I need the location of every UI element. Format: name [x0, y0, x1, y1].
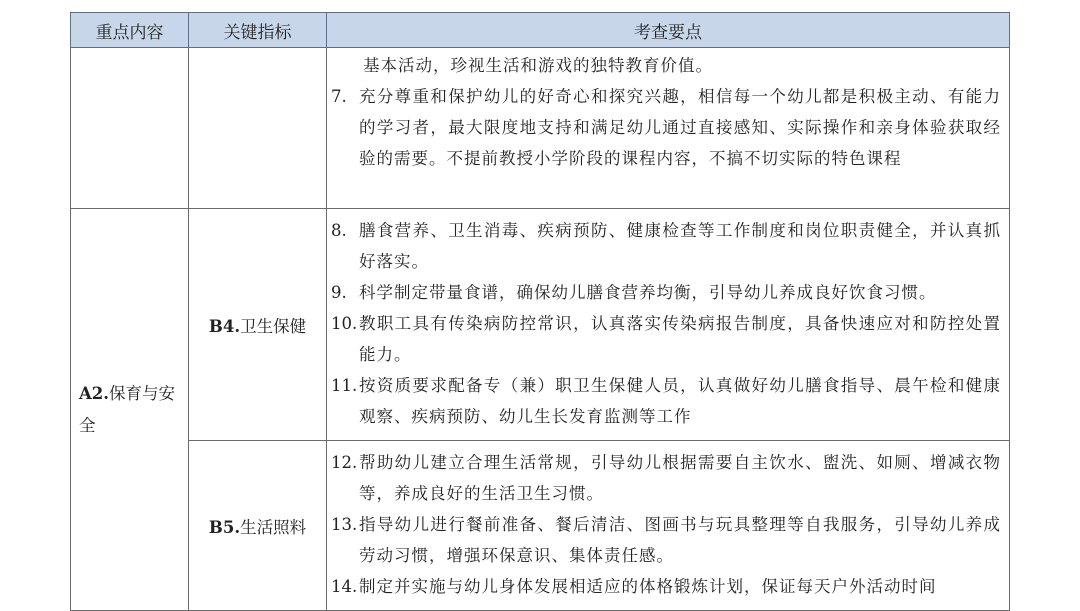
item-number: 14. [331, 577, 358, 596]
item-text: 指导幼儿进行餐前准备、餐后清洁、图画书与玩具整理等自我服务，引导幼儿养成劳动习惯，增强环保意识、集体责任感。 [359, 515, 1001, 565]
check-points-cell [327, 441, 1010, 611]
header-key-indicator: 关键指标 [189, 13, 327, 48]
key-content-code: A2. [79, 383, 110, 403]
item-number: 11. [331, 376, 358, 395]
table-row [71, 48, 1010, 209]
indicator-cell [189, 209, 327, 441]
indicator-cell [189, 441, 327, 611]
list-item [331, 571, 1001, 602]
item-number: 9. [331, 283, 347, 302]
indicator-code: B5. [208, 517, 241, 537]
continued-text: 基本活动，珍视生活和游戏的独特教育价值。 [363, 56, 713, 75]
item-number: 7. [331, 87, 347, 106]
item-text: 帮助幼儿建立合理生活常规，引导幼儿根据需要自主饮水、盥洗、如厕、增减衣物等，养成良好的生活卫生习惯。 [359, 453, 1001, 503]
evaluation-table [70, 12, 1010, 611]
list-item [331, 277, 1001, 308]
list-item [331, 308, 1001, 370]
list-item [331, 370, 1001, 432]
header-row [71, 13, 1010, 48]
item-number: 12. [331, 453, 358, 472]
header-check-points: 考查要点 [327, 13, 1010, 48]
indicator-name: 生活照料 [240, 517, 307, 537]
header-key-content: 重点内容 [71, 13, 189, 48]
list-item [331, 81, 1001, 174]
check-points-cell [327, 48, 1010, 209]
item-number: 13. [331, 515, 358, 534]
item-number: 10. [331, 314, 358, 333]
item-text: 按资质要求配备专（兼）职卫生保健人员，认真做好幼儿膳食指导、晨午检和健康观察、疾病预防、幼儿生长发育监测等工作 [359, 376, 1001, 426]
evaluation-table-page [70, 12, 1009, 611]
key-content-label: 保育与安全 [79, 383, 176, 435]
item-text: 科学制定带量食谱，确保幼儿膳食营养均衡，引导幼儿养成良好饮食习惯。 [359, 283, 937, 302]
item-text: 教职工具有传染病防控常识，认真落实传染病报告制度，具备快速应对和防控处置能力。 [359, 314, 1001, 364]
item-text: 膳食营养、卫生消毒、疾病预防、健康检查等工作制度和岗位职责健全，并认真抓好落实。 [359, 221, 1001, 271]
table-row [71, 209, 1010, 441]
list-item [331, 215, 1001, 277]
empty-cell [71, 48, 189, 209]
item-number: 8. [331, 221, 347, 240]
list-item [331, 447, 1001, 509]
table-row [71, 441, 1010, 611]
item-text: 制定并实施与幼儿身体发展相适应的体格锻炼计划，保证每天户外活动时间 [359, 577, 937, 596]
key-content-cell [71, 209, 189, 611]
item-text: 充分尊重和保护幼儿的好奇心和探究兴趣，相信每一个幼儿都是积极主动、有能力的学习者，最大限度地支持和满足幼儿通过直接感知、实际操作和亲身体验获取经验的需要。不提前教授小学阶段的课程内容，不搞不切实际的特色课程 [359, 87, 1001, 168]
indicator-code: B4. [208, 316, 241, 336]
empty-cell [189, 48, 327, 209]
indicator-name: 卫生保健 [240, 316, 307, 336]
check-points-cell [327, 209, 1010, 441]
list-item [331, 509, 1001, 571]
